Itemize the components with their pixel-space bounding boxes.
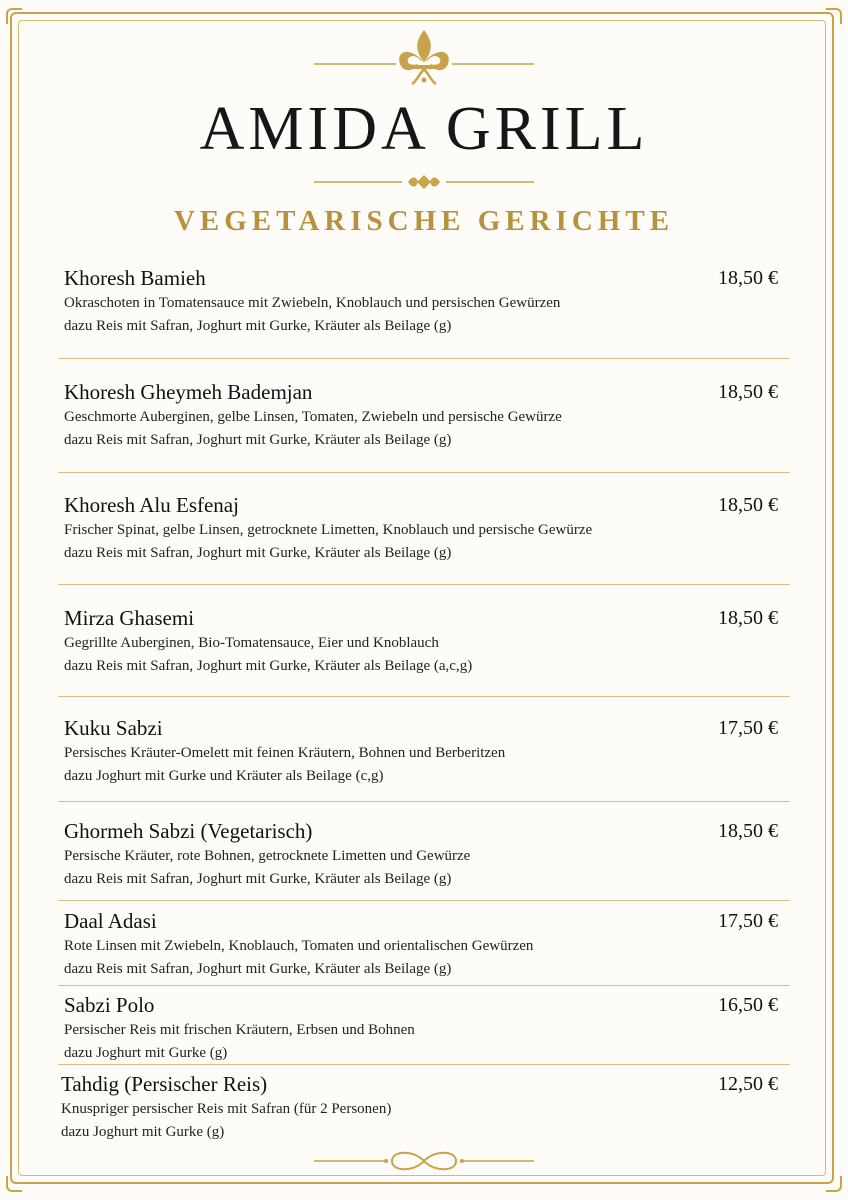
dish-side: dazu Reis mit Safran, Joghurt mit Gurke, Kräuter als Beilage (a,c,g) bbox=[64, 658, 473, 674]
dish-side: dazu Joghurt mit Gurke (g) bbox=[64, 1045, 228, 1061]
dish-side: dazu Reis mit Safran, Joghurt mit Gurke, Kräuter als Beilage (g) bbox=[64, 961, 452, 977]
dish-description: Persisches Kräuter-Omelett mit feinen Kräutern, Bohnen und Berberitzen bbox=[64, 745, 506, 761]
menu-item bbox=[61, 1071, 778, 1143]
item-divider bbox=[58, 696, 790, 697]
dish-description: Persischer Reis mit frischen Kräutern, Erbsen und Bohnen bbox=[64, 1022, 415, 1038]
restaurant-name: AMIDA GRILL bbox=[199, 95, 649, 163]
dish-name: Mirza Ghasemi bbox=[64, 606, 195, 630]
corner-ornament bbox=[6, 8, 22, 24]
dish-description: Rote Linsen mit Zwiebeln, Knoblauch, Tomaten und orientalischen Gewürzen bbox=[64, 938, 534, 954]
infinity-scroll-icon bbox=[314, 1148, 534, 1174]
item-divider bbox=[58, 801, 790, 802]
dish-description: Gegrillte Auberginen, Bio-Tomatensauce, Eier und Knoblauch bbox=[64, 635, 439, 651]
dish-price: 12,50 € bbox=[718, 1073, 778, 1095]
dish-name: Khoresh Alu Esfenaj bbox=[64, 493, 239, 517]
dish-name: Ghormeh Sabzi (Vegetarisch) bbox=[64, 819, 313, 843]
dish-name: Kuku Sabzi bbox=[64, 716, 163, 740]
menu-item bbox=[64, 715, 778, 787]
fleur-de-lis-icon bbox=[304, 24, 544, 88]
dish-side: dazu Joghurt mit Gurke und Kräuter als Beilage (c,g) bbox=[64, 768, 384, 784]
dish-description: Persische Kräuter, rote Bohnen, getrocknete Limetten und Gewürze bbox=[64, 848, 471, 864]
dish-side: dazu Reis mit Safran, Joghurt mit Gurke, Kräuter als Beilage (g) bbox=[64, 318, 452, 334]
dish-side: dazu Joghurt mit Gurke (g) bbox=[61, 1124, 225, 1140]
item-divider bbox=[58, 985, 790, 986]
item-divider bbox=[58, 1064, 790, 1065]
dish-description: Geschmorte Auberginen, gelbe Linsen, Tomaten, Zwiebeln und persische Gewürze bbox=[64, 409, 562, 425]
menu-item bbox=[64, 992, 778, 1064]
dish-price: 18,50 € bbox=[718, 607, 778, 629]
corner-ornament bbox=[6, 1176, 22, 1192]
top-ornament bbox=[0, 24, 848, 88]
dish-price: 17,50 € bbox=[718, 910, 778, 932]
dish-price: 18,50 € bbox=[718, 381, 778, 403]
item-divider bbox=[58, 584, 790, 585]
dish-description: Okraschoten in Tomatensauce mit Zwiebeln, Knoblauch und persischen Gewürzen bbox=[64, 295, 561, 311]
dish-price: 18,50 € bbox=[718, 267, 778, 289]
menu-item bbox=[64, 818, 778, 890]
dish-name: Sabzi Polo bbox=[64, 993, 155, 1017]
dish-side: dazu Reis mit Safran, Joghurt mit Gurke, Kräuter als Beilage (g) bbox=[64, 545, 452, 561]
diamond-scroll-icon bbox=[314, 172, 534, 192]
menu-item bbox=[64, 265, 778, 337]
dish-name: Daal Adasi bbox=[64, 909, 157, 933]
dish-price: 18,50 € bbox=[718, 494, 778, 516]
menu-item bbox=[64, 492, 778, 564]
title-divider bbox=[0, 172, 848, 192]
dish-name: Khoresh Bamieh bbox=[64, 266, 206, 290]
item-divider bbox=[58, 900, 790, 901]
menu-item bbox=[64, 908, 778, 980]
menu-item bbox=[64, 605, 778, 677]
menu-item bbox=[64, 379, 778, 451]
corner-ornament bbox=[826, 1176, 842, 1192]
item-divider bbox=[58, 358, 790, 359]
corner-ornament bbox=[826, 8, 842, 24]
dish-side: dazu Reis mit Safran, Joghurt mit Gurke, Kräuter als Beilage (g) bbox=[64, 432, 452, 448]
dish-description: Frischer Spinat, gelbe Linsen, getrocknete Limetten, Knoblauch und persische Gewürze bbox=[64, 522, 593, 538]
dish-name: Tahdig (Persischer Reis) bbox=[61, 1072, 268, 1096]
dish-description: Knuspriger persischer Reis mit Safran (für 2 Personen) bbox=[61, 1101, 392, 1117]
item-divider bbox=[58, 472, 790, 473]
dish-price: 17,50 € bbox=[718, 717, 778, 739]
dish-side: dazu Reis mit Safran, Joghurt mit Gurke, Kräuter als Beilage (g) bbox=[64, 871, 452, 887]
bottom-ornament bbox=[0, 1148, 848, 1174]
section-title: VEGETARISCHE GERICHTE bbox=[173, 205, 675, 237]
dish-price: 18,50 € bbox=[718, 820, 778, 842]
dish-name: Khoresh Gheymeh Bademjan bbox=[64, 380, 313, 404]
dish-price: 16,50 € bbox=[718, 994, 778, 1016]
